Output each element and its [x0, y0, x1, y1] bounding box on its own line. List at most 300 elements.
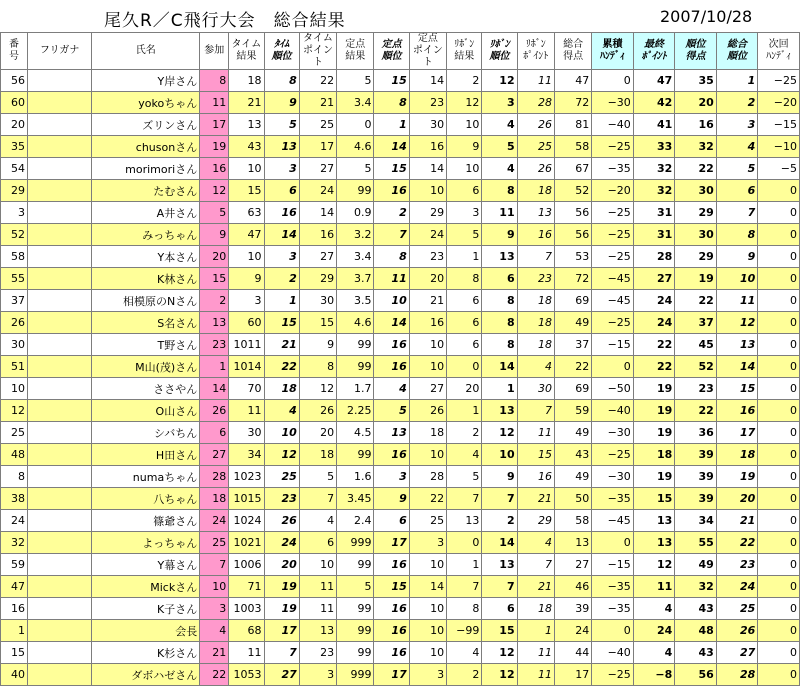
cell-time_rank: 12 [264, 444, 299, 466]
cell-time_res: 1053 [229, 664, 264, 686]
cell-rank_pt: 43 [675, 598, 717, 620]
cell-overall_rank: 27 [716, 642, 758, 664]
cell-time_rank: 20 [264, 554, 299, 576]
header-row [1, 33, 800, 70]
cell-final_pt: 47 [633, 70, 675, 92]
cell-time_pt: 26 [299, 400, 336, 422]
cell-rib_pt: 11 [517, 422, 554, 444]
header-rib_res: ﾘﾎﾞﾝ 結果 [447, 33, 482, 70]
cell-overall_rank: 23 [716, 554, 758, 576]
cell-rib_rank: 9 [482, 224, 517, 246]
cell-time_res: 1006 [229, 554, 264, 576]
cell-fix_rank: 16 [374, 642, 409, 664]
cell-time_rank: 9 [264, 92, 299, 114]
cell-total: 58 [554, 136, 591, 158]
cell-fix_pt: 16 [409, 136, 446, 158]
cell-rib_res: 1 [447, 400, 482, 422]
cell-overall_rank: 25 [716, 598, 758, 620]
cell-rank_pt: 43 [675, 642, 717, 664]
cell-kana [27, 664, 91, 686]
cell-fix_pt: 29 [409, 202, 446, 224]
table-row [1, 598, 800, 620]
cell-fix_pt: 22 [409, 488, 446, 510]
cell-overall_rank: 6 [716, 180, 758, 202]
header-fix_rank: 定点 順位 [374, 33, 409, 70]
cell-time_pt: 12 [299, 378, 336, 400]
cell-time_rank: 15 [264, 312, 299, 334]
cell-final_pt: 24 [633, 290, 675, 312]
cell-time_rank: 2 [264, 268, 299, 290]
cell-next_hcap: 0 [758, 422, 800, 444]
cell-rib_res: 13 [447, 510, 482, 532]
cell-final_pt: 22 [633, 334, 675, 356]
cell-fix_rank: 7 [374, 224, 409, 246]
cell-time_pt: 27 [299, 246, 336, 268]
cell-rib_pt: 21 [517, 576, 554, 598]
cell-next_hcap: 0 [758, 466, 800, 488]
cell-kana [27, 598, 91, 620]
cell-final_pt: 24 [633, 620, 675, 642]
cell-total: 37 [554, 334, 591, 356]
cell-fix_pt: 14 [409, 576, 446, 598]
table-row [1, 180, 800, 202]
header-final_pt: 最終 ﾎﾟｲﾝﾄ [633, 33, 675, 70]
cell-rank_pt: 30 [675, 180, 717, 202]
cell-total: 56 [554, 224, 591, 246]
cell-rib_pt: 18 [517, 312, 554, 334]
cell-rib_pt: 13 [517, 202, 554, 224]
cell-time_pt: 8 [299, 356, 336, 378]
cell-time_res: 3 [229, 290, 264, 312]
cell-name: Y本さん [92, 246, 200, 268]
table-row [1, 378, 800, 400]
cell-cum_hcap: 0 [592, 620, 634, 642]
cell-fix_res: 1.6 [337, 466, 374, 488]
cell-final_pt: 28 [633, 246, 675, 268]
cell-next_hcap: −25 [758, 70, 800, 92]
cell-total: 56 [554, 202, 591, 224]
header-rank_pt: 順位 得点 [675, 33, 717, 70]
cell-fix_pt: 10 [409, 444, 446, 466]
cell-num: 48 [1, 444, 28, 466]
header-time_res: タイム 結果 [229, 33, 264, 70]
cell-sanka: 18 [200, 488, 229, 510]
cell-name: S名さん [92, 312, 200, 334]
table-row [1, 246, 800, 268]
cell-fix_res: 5 [337, 158, 374, 180]
cell-name: たむさん [92, 180, 200, 202]
cell-name: K林さん [92, 268, 200, 290]
cell-overall_rank: 1 [716, 70, 758, 92]
cell-rank_pt: 19 [675, 268, 717, 290]
cell-overall_rank: 8 [716, 224, 758, 246]
header-rib_pt: ﾘﾎﾞﾝ ﾎﾟｲﾝﾄ [517, 33, 554, 70]
cell-final_pt: 19 [633, 422, 675, 444]
cell-final_pt: 18 [633, 444, 675, 466]
cell-rib_res: 6 [447, 334, 482, 356]
cell-rib_rank: 8 [482, 334, 517, 356]
cell-fix_rank: 15 [374, 576, 409, 598]
cell-final_pt: 13 [633, 532, 675, 554]
cell-rib_pt: 18 [517, 334, 554, 356]
cell-fix_pt: 23 [409, 92, 446, 114]
cell-final_pt: 19 [633, 466, 675, 488]
cell-fix_pt: 27 [409, 378, 446, 400]
cell-time_res: 63 [229, 202, 264, 224]
cell-fix_rank: 16 [374, 180, 409, 202]
cell-name: numaちゃん [92, 466, 200, 488]
cell-rib_res: 9 [447, 136, 482, 158]
cell-rib_res: 7 [447, 488, 482, 510]
cell-fix_pt: 3 [409, 532, 446, 554]
cell-fix_pt: 10 [409, 180, 446, 202]
cell-sanka: 24 [200, 510, 229, 532]
cell-time_rank: 22 [264, 356, 299, 378]
cell-fix_res: 4.6 [337, 136, 374, 158]
cell-rib_rank: 3 [482, 92, 517, 114]
cell-name: ズリンさん [92, 114, 200, 136]
cell-time_res: 1011 [229, 334, 264, 356]
cell-sanka: 15 [200, 268, 229, 290]
cell-name: morimoriさん [92, 158, 200, 180]
cell-fix_rank: 4 [374, 378, 409, 400]
cell-sanka: 19 [200, 136, 229, 158]
cell-num: 1 [1, 620, 28, 642]
cell-total: 17 [554, 664, 591, 686]
table-row [1, 136, 800, 158]
cell-final_pt: 31 [633, 224, 675, 246]
cell-fix_rank: 10 [374, 290, 409, 312]
cell-rib_pt: 18 [517, 598, 554, 620]
event-date: 2007/10/28 [660, 7, 753, 26]
table-row [1, 642, 800, 664]
cell-fix_rank: 3 [374, 466, 409, 488]
cell-rib_rank: 4 [482, 114, 517, 136]
cell-time_res: 11 [229, 400, 264, 422]
cell-time_res: 15 [229, 180, 264, 202]
cell-fix_pt: 18 [409, 422, 446, 444]
cell-cum_hcap: −35 [592, 158, 634, 180]
cell-num: 16 [1, 598, 28, 620]
cell-time_res: 18 [229, 70, 264, 92]
header-overall_rank: 総合 順位 [716, 33, 758, 70]
cell-fix_rank: 16 [374, 334, 409, 356]
cell-rib_pt: 7 [517, 246, 554, 268]
cell-total: 58 [554, 510, 591, 532]
cell-next_hcap: −10 [758, 136, 800, 158]
cell-total: 72 [554, 92, 591, 114]
header-sanka: 参加 [200, 33, 229, 70]
cell-time_rank: 10 [264, 422, 299, 444]
cell-fix_res: 99 [337, 642, 374, 664]
cell-rib_res: 8 [447, 598, 482, 620]
cell-cum_hcap: −25 [592, 664, 634, 686]
cell-sanka: 5 [200, 202, 229, 224]
cell-name: chusonさん [92, 136, 200, 158]
cell-rank_pt: 48 [675, 620, 717, 642]
cell-rib_rank: 14 [482, 532, 517, 554]
cell-rank_pt: 37 [675, 312, 717, 334]
table-row [1, 92, 800, 114]
cell-next_hcap: 0 [758, 180, 800, 202]
cell-num: 35 [1, 136, 28, 158]
cell-time_pt: 4 [299, 510, 336, 532]
cell-time_res: 71 [229, 576, 264, 598]
cell-rib_rank: 6 [482, 268, 517, 290]
cell-name: よっちゃん [92, 532, 200, 554]
cell-rib_pt: 11 [517, 70, 554, 92]
cell-fix_pt: 28 [409, 466, 446, 488]
cell-name: K子さん [92, 598, 200, 620]
table-row [1, 290, 800, 312]
cell-cum_hcap: −25 [592, 444, 634, 466]
table-row [1, 488, 800, 510]
cell-time_rank: 18 [264, 378, 299, 400]
cell-final_pt: 13 [633, 510, 675, 532]
cell-time_pt: 6 [299, 532, 336, 554]
cell-kana [27, 70, 91, 92]
cell-sanka: 22 [200, 664, 229, 686]
cell-time_rank: 1 [264, 290, 299, 312]
cell-fix_res: 0 [337, 114, 374, 136]
cell-total: 27 [554, 554, 591, 576]
cell-rib_pt: 7 [517, 554, 554, 576]
cell-total: 13 [554, 532, 591, 554]
cell-rank_pt: 39 [675, 488, 717, 510]
cell-cum_hcap: −20 [592, 180, 634, 202]
cell-rib_rank: 12 [482, 70, 517, 92]
cell-time_pt: 17 [299, 136, 336, 158]
cell-fix_res: 999 [337, 532, 374, 554]
table-row [1, 532, 800, 554]
cell-kana [27, 290, 91, 312]
cell-rib_rank: 9 [482, 466, 517, 488]
cell-next_hcap: −5 [758, 158, 800, 180]
cell-rank_pt: 39 [675, 444, 717, 466]
cell-cum_hcap: 0 [592, 70, 634, 92]
cell-num: 24 [1, 510, 28, 532]
cell-time_pt: 30 [299, 290, 336, 312]
cell-name: 会長 [92, 620, 200, 642]
cell-rank_pt: 32 [675, 576, 717, 598]
cell-rib_res: 10 [447, 158, 482, 180]
cell-final_pt: 32 [633, 158, 675, 180]
cell-kana [27, 224, 91, 246]
cell-rank_pt: 35 [675, 70, 717, 92]
cell-rib_pt: 18 [517, 290, 554, 312]
cell-total: 39 [554, 598, 591, 620]
cell-name: 相模原のNさん [92, 290, 200, 312]
cell-final_pt: 22 [633, 356, 675, 378]
cell-rib_pt: 16 [517, 466, 554, 488]
cell-time_rank: 27 [264, 664, 299, 686]
cell-rank_pt: 20 [675, 92, 717, 114]
cell-rib_res: 4 [447, 642, 482, 664]
cell-rib_rank: 14 [482, 356, 517, 378]
cell-num: 12 [1, 400, 28, 422]
cell-rib_pt: 15 [517, 444, 554, 466]
cell-final_pt: −8 [633, 664, 675, 686]
cell-rib_res: 20 [447, 378, 482, 400]
cell-kana [27, 114, 91, 136]
cell-rib_pt: 16 [517, 224, 554, 246]
header-num: 番 号 [1, 33, 28, 70]
cell-num: 56 [1, 70, 28, 92]
cell-time_pt: 29 [299, 268, 336, 290]
cell-rib_pt: 23 [517, 268, 554, 290]
cell-time_res: 1021 [229, 532, 264, 554]
cell-overall_rank: 24 [716, 576, 758, 598]
cell-sanka: 13 [200, 312, 229, 334]
cell-sanka: 10 [200, 576, 229, 598]
cell-overall_rank: 2 [716, 92, 758, 114]
cell-kana [27, 268, 91, 290]
cell-cum_hcap: −25 [592, 202, 634, 224]
cell-kana [27, 246, 91, 268]
cell-rib_res: 3 [447, 202, 482, 224]
cell-sanka: 20 [200, 246, 229, 268]
cell-overall_rank: 18 [716, 444, 758, 466]
header-cum_hcap: 累積 ﾊﾝﾃﾞｨ [592, 33, 634, 70]
cell-final_pt: 33 [633, 136, 675, 158]
cell-rib_res: 6 [447, 312, 482, 334]
cell-next_hcap: 0 [758, 620, 800, 642]
header-kana: フリガナ [27, 33, 91, 70]
cell-cum_hcap: −40 [592, 400, 634, 422]
cell-time_pt: 11 [299, 598, 336, 620]
cell-name: Y岸さん [92, 70, 200, 92]
cell-fix_pt: 24 [409, 224, 446, 246]
cell-final_pt: 42 [633, 92, 675, 114]
cell-time_rank: 14 [264, 224, 299, 246]
cell-next_hcap: 0 [758, 510, 800, 532]
cell-sanka: 21 [200, 642, 229, 664]
cell-final_pt: 24 [633, 312, 675, 334]
cell-fix_rank: 16 [374, 620, 409, 642]
cell-fix_pt: 10 [409, 334, 446, 356]
cell-kana [27, 532, 91, 554]
cell-cum_hcap: −30 [592, 466, 634, 488]
cell-final_pt: 15 [633, 488, 675, 510]
cell-fix_rank: 14 [374, 312, 409, 334]
cell-num: 26 [1, 312, 28, 334]
cell-overall_rank: 26 [716, 620, 758, 642]
cell-fix_res: 99 [337, 620, 374, 642]
table-row [1, 422, 800, 444]
sheet-header [0, 0, 800, 32]
cell-total: 81 [554, 114, 591, 136]
cell-rib_rank: 1 [482, 378, 517, 400]
cell-name: O山さん [92, 400, 200, 422]
cell-rib_pt: 21 [517, 488, 554, 510]
cell-num: 55 [1, 268, 28, 290]
cell-time_res: 47 [229, 224, 264, 246]
cell-sanka: 4 [200, 620, 229, 642]
cell-name: A井さん [92, 202, 200, 224]
cell-name: Mickさん [92, 576, 200, 598]
cell-time_res: 70 [229, 378, 264, 400]
cell-overall_rank: 20 [716, 488, 758, 510]
cell-fix_rank: 8 [374, 246, 409, 268]
cell-sanka: 25 [200, 532, 229, 554]
cell-overall_rank: 5 [716, 158, 758, 180]
cell-rib_res: 2 [447, 70, 482, 92]
cell-total: 50 [554, 488, 591, 510]
cell-fix_res: 4.5 [337, 422, 374, 444]
cell-kana [27, 356, 91, 378]
cell-fix_rank: 11 [374, 268, 409, 290]
cell-fix_res: 0.9 [337, 202, 374, 224]
cell-fix_pt: 20 [409, 268, 446, 290]
table-row [1, 400, 800, 422]
table-row [1, 554, 800, 576]
cell-rib_rank: 8 [482, 312, 517, 334]
table-row [1, 620, 800, 642]
cell-rib_rank: 15 [482, 620, 517, 642]
cell-sanka: 8 [200, 70, 229, 92]
cell-kana [27, 466, 91, 488]
table-row [1, 202, 800, 224]
cell-next_hcap: 0 [758, 532, 800, 554]
cell-cum_hcap: 0 [592, 532, 634, 554]
cell-num: 40 [1, 664, 28, 686]
cell-rank_pt: 30 [675, 224, 717, 246]
cell-rib_pt: 29 [517, 510, 554, 532]
cell-kana [27, 620, 91, 642]
cell-rib_res: 2 [447, 664, 482, 686]
cell-num: 38 [1, 488, 28, 510]
cell-rib_pt: 26 [517, 158, 554, 180]
cell-rib_pt: 1 [517, 620, 554, 642]
cell-fix_rank: 17 [374, 532, 409, 554]
cell-num: 59 [1, 554, 28, 576]
header-rib_rank: ﾘﾎﾞﾝ 順位 [482, 33, 517, 70]
cell-time_pt: 25 [299, 114, 336, 136]
cell-sanka: 9 [200, 224, 229, 246]
cell-final_pt: 4 [633, 598, 675, 620]
cell-total: 49 [554, 422, 591, 444]
cell-next_hcap: 0 [758, 444, 800, 466]
cell-sanka: 7 [200, 554, 229, 576]
cell-num: 15 [1, 642, 28, 664]
cell-rib_res: 5 [447, 466, 482, 488]
cell-num: 54 [1, 158, 28, 180]
cell-time_res: 30 [229, 422, 264, 444]
cell-next_hcap: 0 [758, 202, 800, 224]
cell-time_res: 43 [229, 136, 264, 158]
cell-time_rank: 21 [264, 334, 299, 356]
cell-next_hcap: 0 [758, 334, 800, 356]
cell-rib_res: 4 [447, 444, 482, 466]
cell-fix_rank: 8 [374, 92, 409, 114]
cell-time_pt: 24 [299, 180, 336, 202]
cell-time_rank: 25 [264, 466, 299, 488]
cell-cum_hcap: −15 [592, 334, 634, 356]
cell-time_pt: 20 [299, 422, 336, 444]
cell-time_pt: 15 [299, 312, 336, 334]
cell-time_pt: 27 [299, 158, 336, 180]
table-row [1, 466, 800, 488]
cell-rib_rank: 6 [482, 598, 517, 620]
cell-fix_rank: 16 [374, 356, 409, 378]
cell-overall_rank: 19 [716, 466, 758, 488]
cell-rank_pt: 55 [675, 532, 717, 554]
cell-total: 49 [554, 466, 591, 488]
cell-kana [27, 422, 91, 444]
cell-time_res: 13 [229, 114, 264, 136]
cell-time_res: 1003 [229, 598, 264, 620]
cell-kana [27, 92, 91, 114]
